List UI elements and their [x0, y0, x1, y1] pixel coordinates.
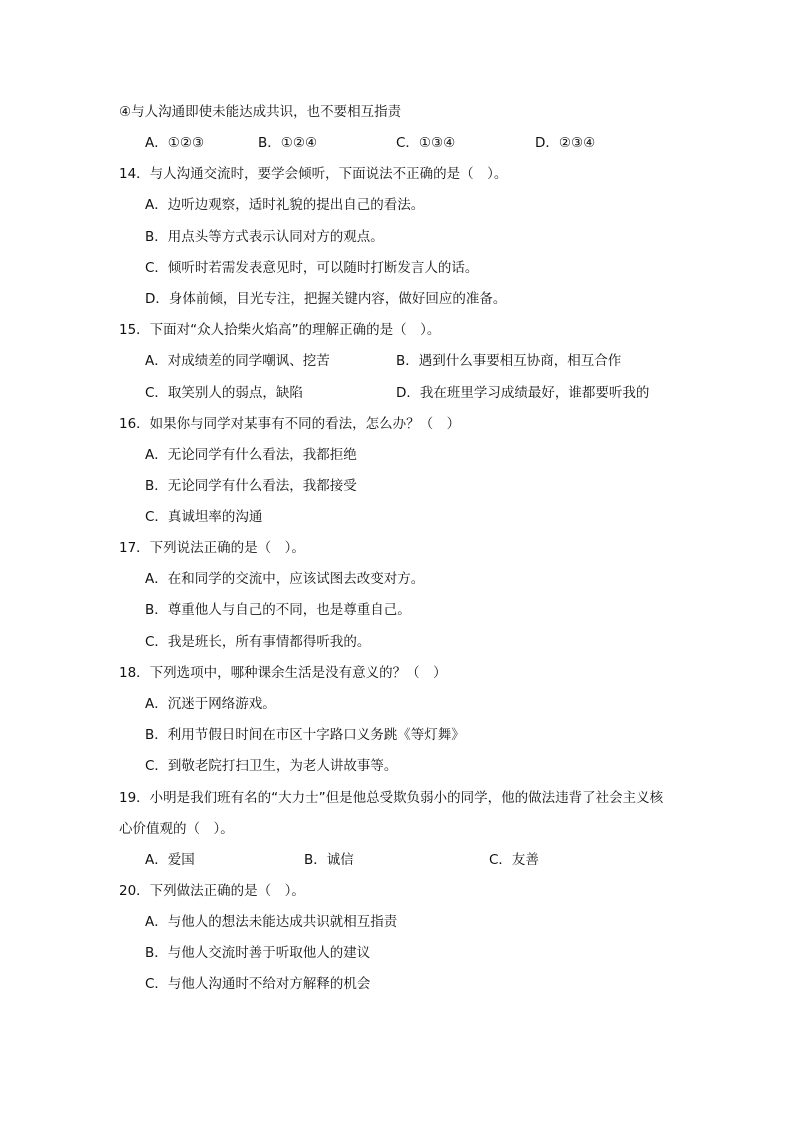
q14-option-d: D．身体前倾，目光专注，把握关键内容，做好回应的准备。 — [145, 291, 507, 307]
q16-option-a: A．无论同学有什么看法，我都拒绝 — [145, 447, 357, 463]
q15-options-row2 — [145, 384, 665, 402]
q14-option-c: C．倾听时若需发表意见时，可以随时打断发言人的话。 — [145, 260, 479, 276]
q15-option-d: D．我在班里学习成绩最好，谁都要听我的 — [396, 385, 650, 401]
q15-option-b: B．遇到什么事要相互协商，相互合作 — [396, 353, 622, 369]
q15-options-row1 — [145, 352, 665, 370]
q14-option-a: A．边听边观察，适时礼貌的提出自己的看法。 — [145, 197, 425, 213]
q16-stem: 16．如果你与同学对某事有不同的看法，怎么办？（ ） — [119, 416, 461, 432]
q20-option-a: A．与他人的想法未能达成共识就相互指责 — [145, 914, 398, 930]
q17-option-a: A．在和同学的交流中，应该试图去改变对方。 — [145, 571, 425, 587]
q16-option-c: C．真诚坦率的沟通 — [145, 509, 263, 525]
q15-option-a: A．对成绩差的同学嘲讽、挖苦 — [145, 353, 330, 369]
q15-stem: 15．下面对“众人拾柴火焰高”的理解正确的是（ ）。 — [119, 322, 441, 338]
q19-stem: 19．小明是我们班有名的“大力士”但是他总受欺负弱小的同学，他的做法违背了社会主义核 — [119, 790, 664, 806]
q13-option-d: D．②③④ — [535, 135, 596, 151]
q13-option-b: B．①②④ — [258, 135, 318, 151]
q19-option-c: C．友善 — [489, 852, 539, 868]
q19-stem-continued: 心价值观的（ ）。 — [119, 821, 234, 837]
q20-option-c: C．与他人沟通时不给对方解释的机会 — [145, 976, 371, 992]
q18-option-b: B．利用节假日时间在市区十字路口义务跳《等灯舞》 — [145, 727, 465, 743]
q14-option-b: B．用点头等方式表示认同对方的观点。 — [145, 229, 384, 245]
q17-stem: 17．下列说法正确的是（ ）。 — [119, 540, 305, 556]
q18-stem: 18．下列选项中，哪种课余生活是没有意义的？（ ） — [119, 665, 447, 681]
q14-stem: 14．与人沟通交流时，要学会倾听，下面说法不正确的是（ ）。 — [119, 166, 508, 182]
q13-options — [145, 134, 645, 152]
q19-options — [145, 851, 565, 869]
q13-option-c: C．①③④ — [396, 135, 456, 151]
q15-option-c: C．取笑别人的弱点，缺陷 — [145, 385, 303, 401]
q17-option-c: C．我是班长，所有事情都得听我的。 — [145, 634, 371, 650]
q20-stem: 20．下列做法正确的是（ ）。 — [119, 883, 305, 899]
q16-option-b: B．无论同学有什么看法，我都接受 — [145, 478, 357, 494]
q17-option-b: B．尊重他人与自己的不同，也是尊重自己。 — [145, 602, 411, 618]
q19-option-a: A．爱国 — [145, 852, 195, 868]
q18-option-a: A．沉迷于网络游戏。 — [145, 696, 276, 712]
q13-option-a: A．①②③ — [145, 135, 205, 151]
q20-option-b: B．与他人交流时善于听取他人的建议 — [145, 945, 371, 961]
q19-option-b: B．诚信 — [304, 852, 354, 868]
q13-statement-4: ④与人沟通即使未能达成共识，也不要相互指责 — [119, 104, 402, 120]
q18-option-c: C．到敬老院打扫卫生，为老人讲故事等。 — [145, 758, 398, 774]
